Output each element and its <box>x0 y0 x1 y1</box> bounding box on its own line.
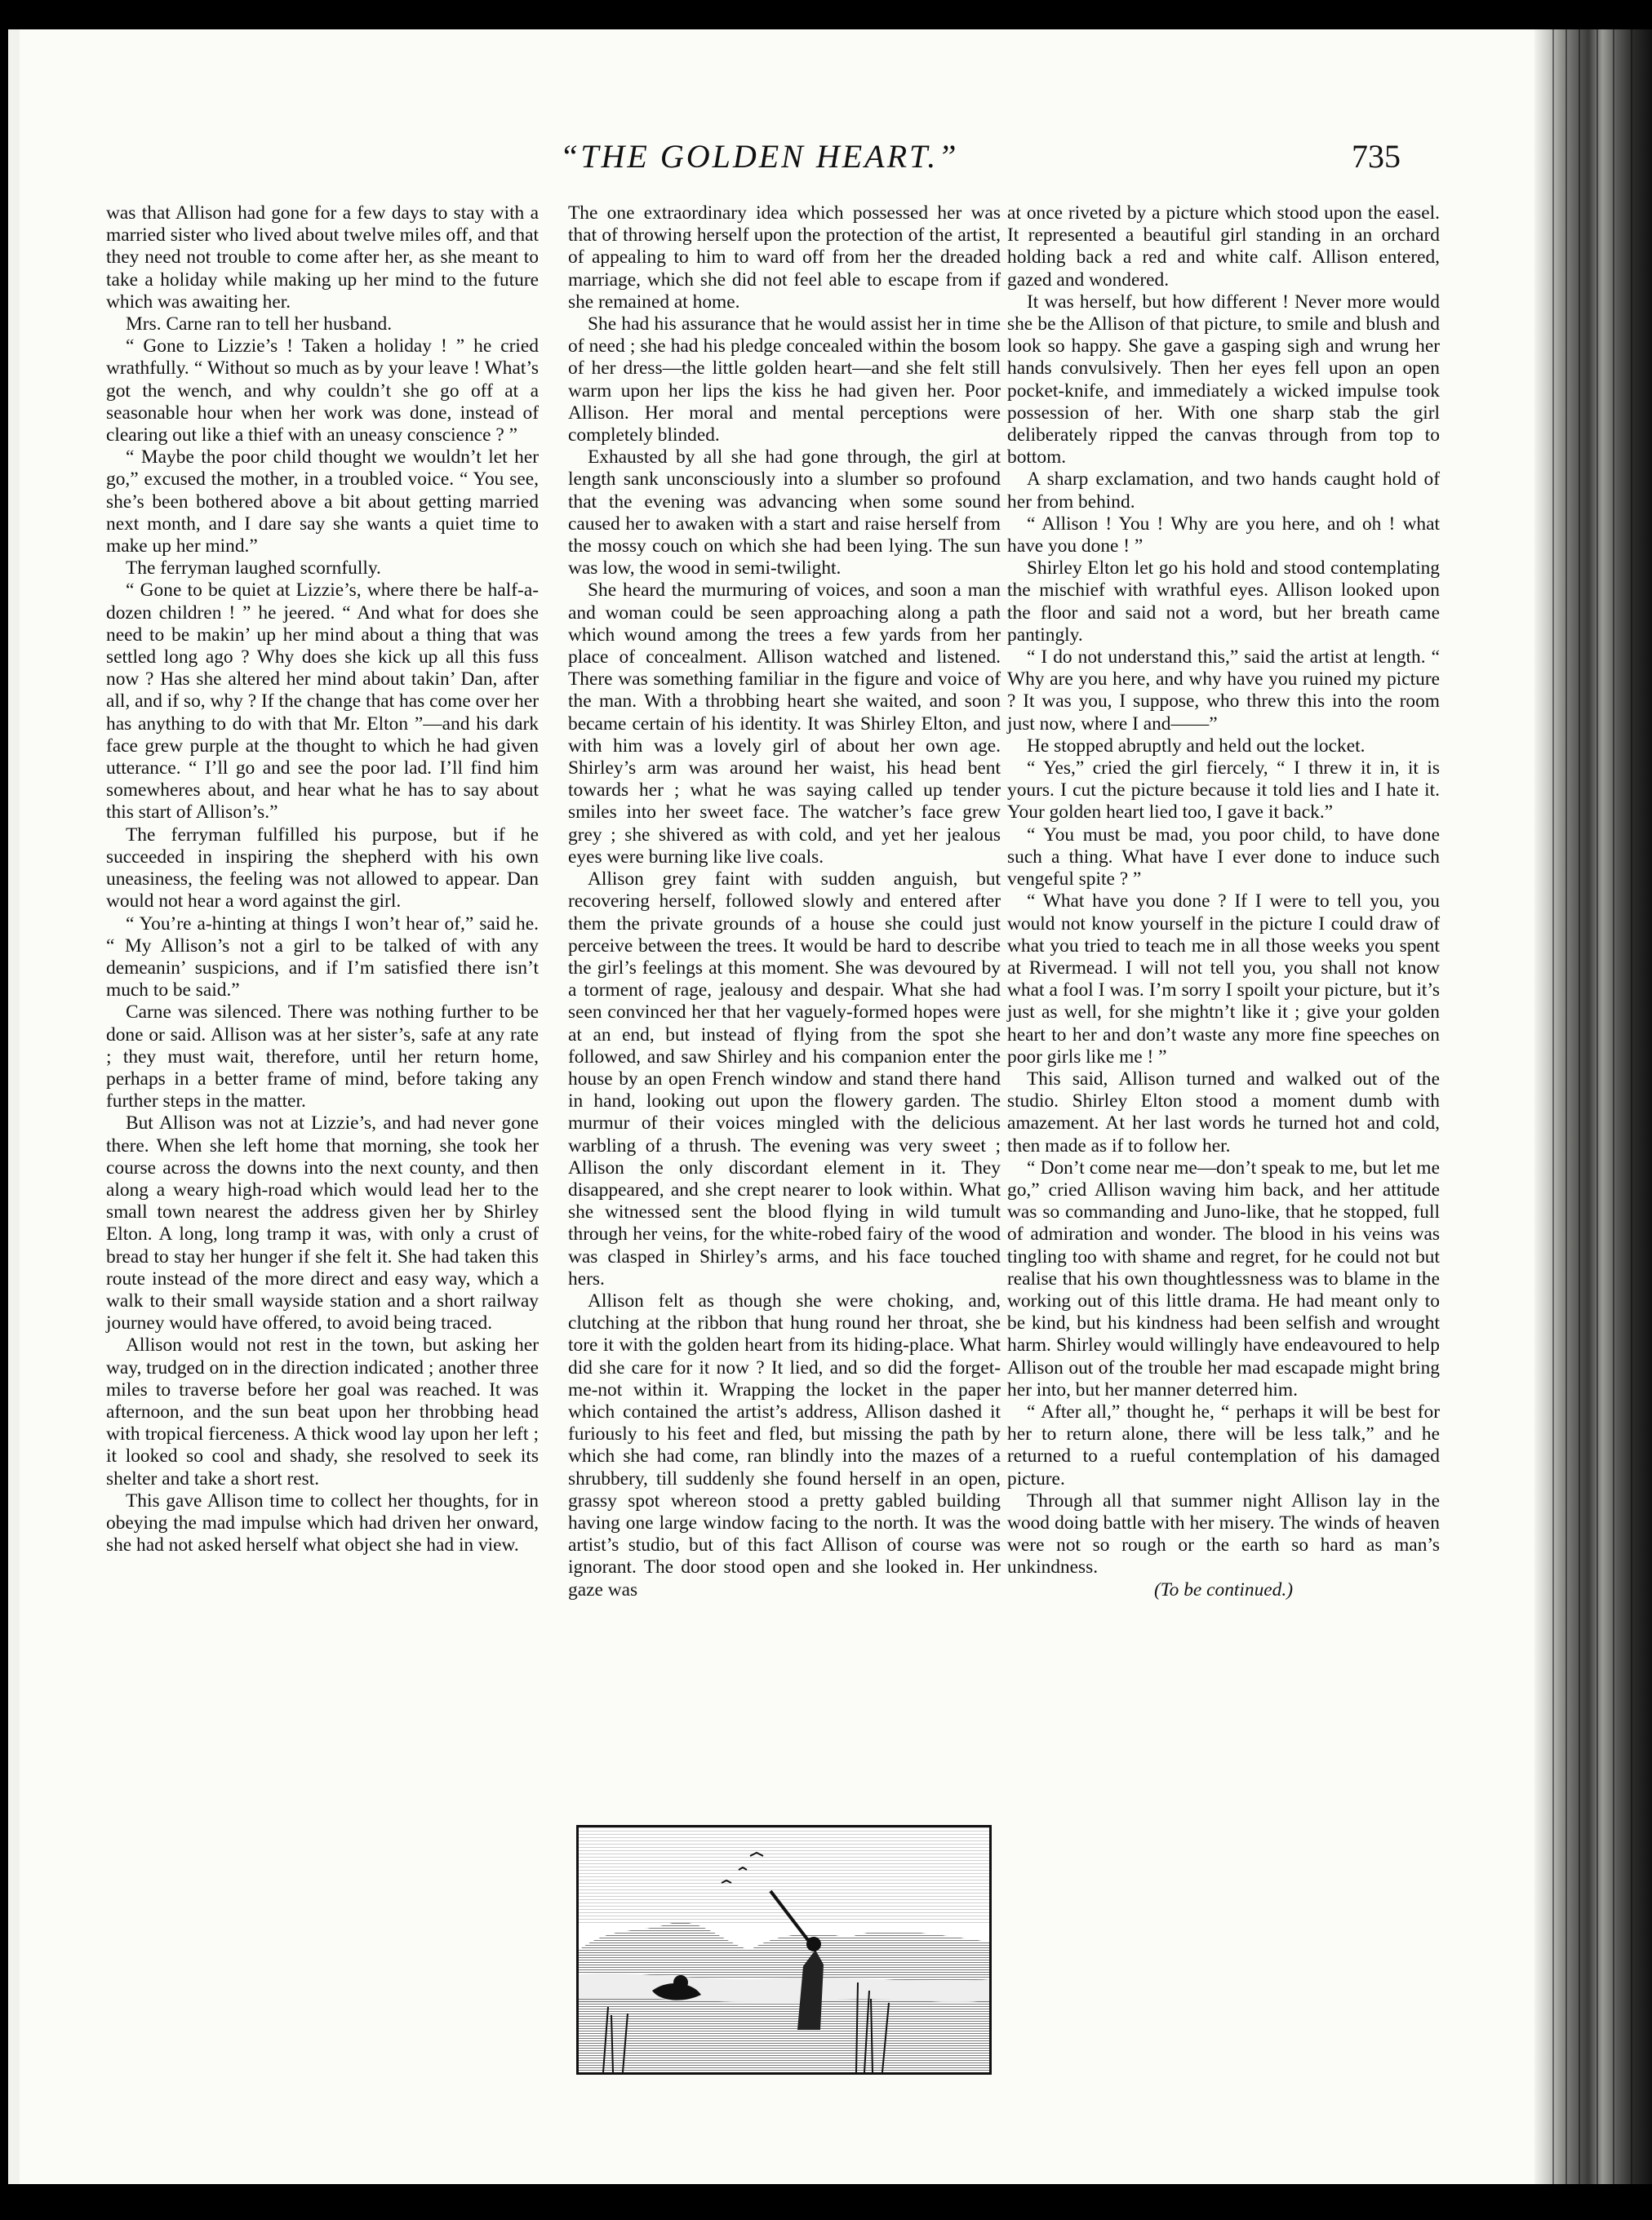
paragraph: “ Don’t come near me—don’t speak to me, but let me go,” cried Allison waving him back, and her attitude was so commanding and Juno-like, that he stopped, full of admiration and wonder. The blood in his veins was tingling too with shame and regret, for he could not but realise that his own thoughtlessness was to blame in the working out of this little drama. He had meant only to be kind, but his kindness had been selfish and wrought harm. Shirley would willingly have endeavoured to help Allison out of the trouble her mad escapade might bring her into, but her manner deterred him. <box>1007 1157 1440 1401</box>
to-be-continued: (To be continued.) <box>1154 1578 1293 1601</box>
paragraph: Allison grey faint with sudden anguish, but recovering herself, followed slowly and entered after them the private grounds of a house she could just perceive between the trees. It would be hard to describe the girl’s feelings at this moment. She was devoured by a torment of rage, jealousy and despair. What she had seen convinced her that her vaguely-formed hopes were at an end, but instead of flying from the spot she followed, and saw Shirley and his companion enter the house by an open French window and stand there hand in hand, looking out upon the flowery garden. The murmur of their voices mingled with the delicious warbling of a thrush. The evening was very sweet ; Allison the only discordant element in it. They disappeared, and she crept nearer to look within. What she witnessed sent the blood flying in wild tumult through her veins, for the white-robed fairy of the wood was clasped in Shirley’s arms, and his face touched hers. <box>568 868 1001 1290</box>
paragraph: A sharp exclamation, and two hands caught hold of her from behind. <box>1007 468 1440 513</box>
paragraph: “ I do not understand this,” said the artist at length. “ Why are you here, and why have you ruined my picture ? It was you, I suppose, who threw this into the room just now, where I and——” <box>1007 646 1440 735</box>
paragraph: “ Gone to be quiet at Lizzie’s, where there be half-a-dozen children ! ” he jeered. “ And what for does she need to be makin’ up her mind about a thing that was settled long ago ? Why does she kick up all this fuss now ? Has she altered her mind about takin’ Dan, after all, and if so, why ? If the change that has come over her has anything to do with that Mr. Elton ”—and his dark face grew purple at the thought to which he had given utterance. “ I’ll go and see the poor lad. I’ll find him somewheres about, and hear what he has to say about this start of Allison’s.” <box>106 579 539 824</box>
facing-page-edge <box>8 29 20 2184</box>
paragraph: The one extraordinary idea which possessed her was that of throwing herself upon the protection of the artist, of appealing to him to ward off from her the dreaded marriage, which she did not feel able to escape from if she remained at home. <box>568 202 1001 313</box>
paragraph: “ You must be mad, you poor child, to have done such a thing. What have I ever done to induce such vengeful spite ? ” <box>1007 824 1440 890</box>
paragraph: This gave Allison time to collect her thoughts, for in obeying the mad impulse which had driven her onward, she had not asked herself what object she had in view. <box>106 1490 539 1556</box>
text-column-3 <box>1007 202 1440 1601</box>
paragraph: Through all that summer night Allison lay in the wood doing battle with her misery. The winds of heaven were not so rough or the earth so hard as man’s unkindness. <box>1007 1490 1440 1578</box>
paragraph: But Allison was not at Lizzie’s, and had never gone there. When she left home that morning, she took her course across the downs into the next county, and then along a weary high-road which would lead her to the small town nearest the address given her by Shirley Elton. A long, long tramp it was, with only a crust of bread to stay her hunger if she felt it. She had taken this route instead of the more direct and easy way, which a walk to their small wayside station and a short railway journey would have offered, to avoid being traced. <box>106 1112 539 1334</box>
text-column-2 <box>568 202 1001 1601</box>
paragraph: Allison felt as though she were choking, and, clutching at the ribbon that hung round her throat, she tore it with the golden heart from its hiding-place. What did she care for it now ? It lied, and so did the forget-me-not within it. Wrapping the locket in the paper which contained the artist’s address, Allison dashed it furiously to his feet and fled, but missing the path by which she had come, ran blindly into the mazes of a shrubbery, till suddenly she found herself in an open, grassy spot whereon stood a pretty gabled building having one large window facing to the north. It was the artist’s studio, but of this fact Allison of course was ignorant. The door stood open and she looked in. Her gaze was <box>568 1290 1001 1601</box>
paragraph: It was herself, but how different ! Never more would she be the Allison of that picture, to smile and blush and look so happy. She gave a gasping sigh and wrung her hands convulsively. Then her eyes fell upon an open pocket-knife, and immediately a wicked impulse took possession of her. With one sharp stab the girl deliberately ripped the canvas through from top to bottom. <box>1007 291 1440 468</box>
paragraph: She had his assurance that he would assist her in time of need ; she had his pledge concealed within the bosom of her dress—the little golden heart—and she felt still warm upon her lips the kiss he had given her. Poor Allison. Her moral and mental perceptions were completely blinded. <box>568 313 1001 446</box>
book-spine-edge <box>1534 29 1652 2184</box>
paragraph: She heard the murmuring of voices, and soon a man and woman could be seen approaching along a path which wound among the trees a few yards from her place of concealment. Allison watched and listened. There was something familiar in the figure and voice of the man. With a throbbing heart she waited, and soon became certain of his identity. It was Shirley Elton, and with him was a lovely girl of about her own age. Shirley’s arm was around her waist, his head bent towards her ; what he was saying called up tender smiles into her sweet face. The watcher’s face grew grey ; she shivered as with cold, and yet her jealous eyes were burning like live coals. <box>568 579 1001 868</box>
paragraph: “ You’re a-hinting at things I won’t hear of,” said he. “ My Allison’s not a girl to be talked of with any demeanin’ suspicions, and if I’m satisfied there isn’t much to be said.” <box>106 912 539 1001</box>
text-column-1 <box>106 202 539 1556</box>
engraving-illustration <box>576 1825 992 2075</box>
paragraph: “ Yes,” cried the girl fiercely, “ I threw it in, it is yours. I cut the picture because it told lies and I hate it. Your golden heart lied too, I gave it back.” <box>1007 757 1440 824</box>
page-number: 735 <box>1352 138 1401 175</box>
paragraph: Shirley Elton let go his hold and stood contemplating the mischief with wrathful eyes. Allison looked upon the floor and said not a word, but her breath came pantingly. <box>1007 557 1440 646</box>
paragraph: This said, Allison turned and walked out of the studio. Shirley Elton stood a moment dumb with amazement. At her last words he turned hot and cold, then made as if to follow her. <box>1007 1068 1440 1157</box>
paragraph: The ferryman fulfilled his purpose, but if he succeeded in inspiring the shepherd with his own uneasiness, the feeling was not allowed to appear. Dan would not hear a word against the girl. <box>106 824 539 912</box>
paragraph: “ Allison ! You ! Why are you here, and oh ! what have you done ! ” <box>1007 513 1440 557</box>
paragraph: Exhausted by all she had gone through, the girl at length sank unconsciously into a slumber so profound that the evening was advancing when some sound caused her to awaken with a start and raise herself from the mossy couch on which she had been lying. The sun was low, the wood in semi-twilight. <box>568 446 1001 579</box>
paragraph: “ Maybe the poor child thought we wouldn’t let her go,” excused the mother, in a troubled voice. “ You see, she’s been bothered above a bit about getting married next month, and I dare say she wants a quiet time to make up her mind.” <box>106 446 539 557</box>
paragraph: was that Allison had gone for a few days to stay with a married sister who lived about twelve miles off, and that they need not trouble to come after her, as she meant to take a holiday while making up her mind to the future which was awaiting her. <box>106 202 539 313</box>
paragraph: Allison would not rest in the town, but asking her way, trudged on in the direction indicated ; another three miles to traverse before her goal was reached. It was afternoon, and the sun beat upon her throbbing head with tropical fierceness. A thick wood lay upon her left ; it looked so cool and shady, she resolved to seek its shelter and take a short rest. <box>106 1334 539 1490</box>
paragraph: Carne was silenced. There was nothing further to be done or said. Allison was at her sister’s, safe at any rate ; they must wait, therefore, until her return home, perhaps in a better frame of mind, before taking any further steps in the matter. <box>106 1001 539 1112</box>
hunter-in-marsh-illustration <box>579 1827 989 2072</box>
scan-border-left <box>0 0 8 2220</box>
paragraph: Mrs. Carne ran to tell her husband. <box>126 313 393 335</box>
paragraph: “ After all,” thought he, “ perhaps it will be best for her to return alone, there will be less talk,” and he returned to a rueful contemplation of his damaged picture. <box>1007 1401 1440 1490</box>
paragraph: He stopped abruptly and held out the locket. <box>1027 735 1366 757</box>
paragraph: “ Gone to Lizzie’s ! Taken a holiday ! ” he cried wrathfully. “ Without so much as by your leave ! What’s got the wench, and why couldn’t she go off at a seasonable hour when her work was done, instead of clearing out like a thief with an uneasy conscience ? ” <box>106 335 539 446</box>
paragraph: “ What have you done ? If I were to tell you, you would not know yourself in the picture I could draw of what you tried to teach me in all those weeks you spent at Rivermead. I will not tell you, you shall not know what a fool I was. I’m sorry I spoilt your picture, but it’s just as well, for she mightn’t like it ; give your golden heart to her and don’t waste any more fine speeches on poor girls like me ! ” <box>1007 890 1440 1068</box>
running-title: “THE GOLDEN HEART.” <box>560 138 959 175</box>
paragraph: The ferryman laughed scornfully. <box>126 557 381 579</box>
paragraph: at once riveted by a picture which stood upon the easel. It represented a beautiful girl standing in an orchard holding back a red and white calf. Allison entered, gazed and wondered. <box>1007 202 1440 291</box>
